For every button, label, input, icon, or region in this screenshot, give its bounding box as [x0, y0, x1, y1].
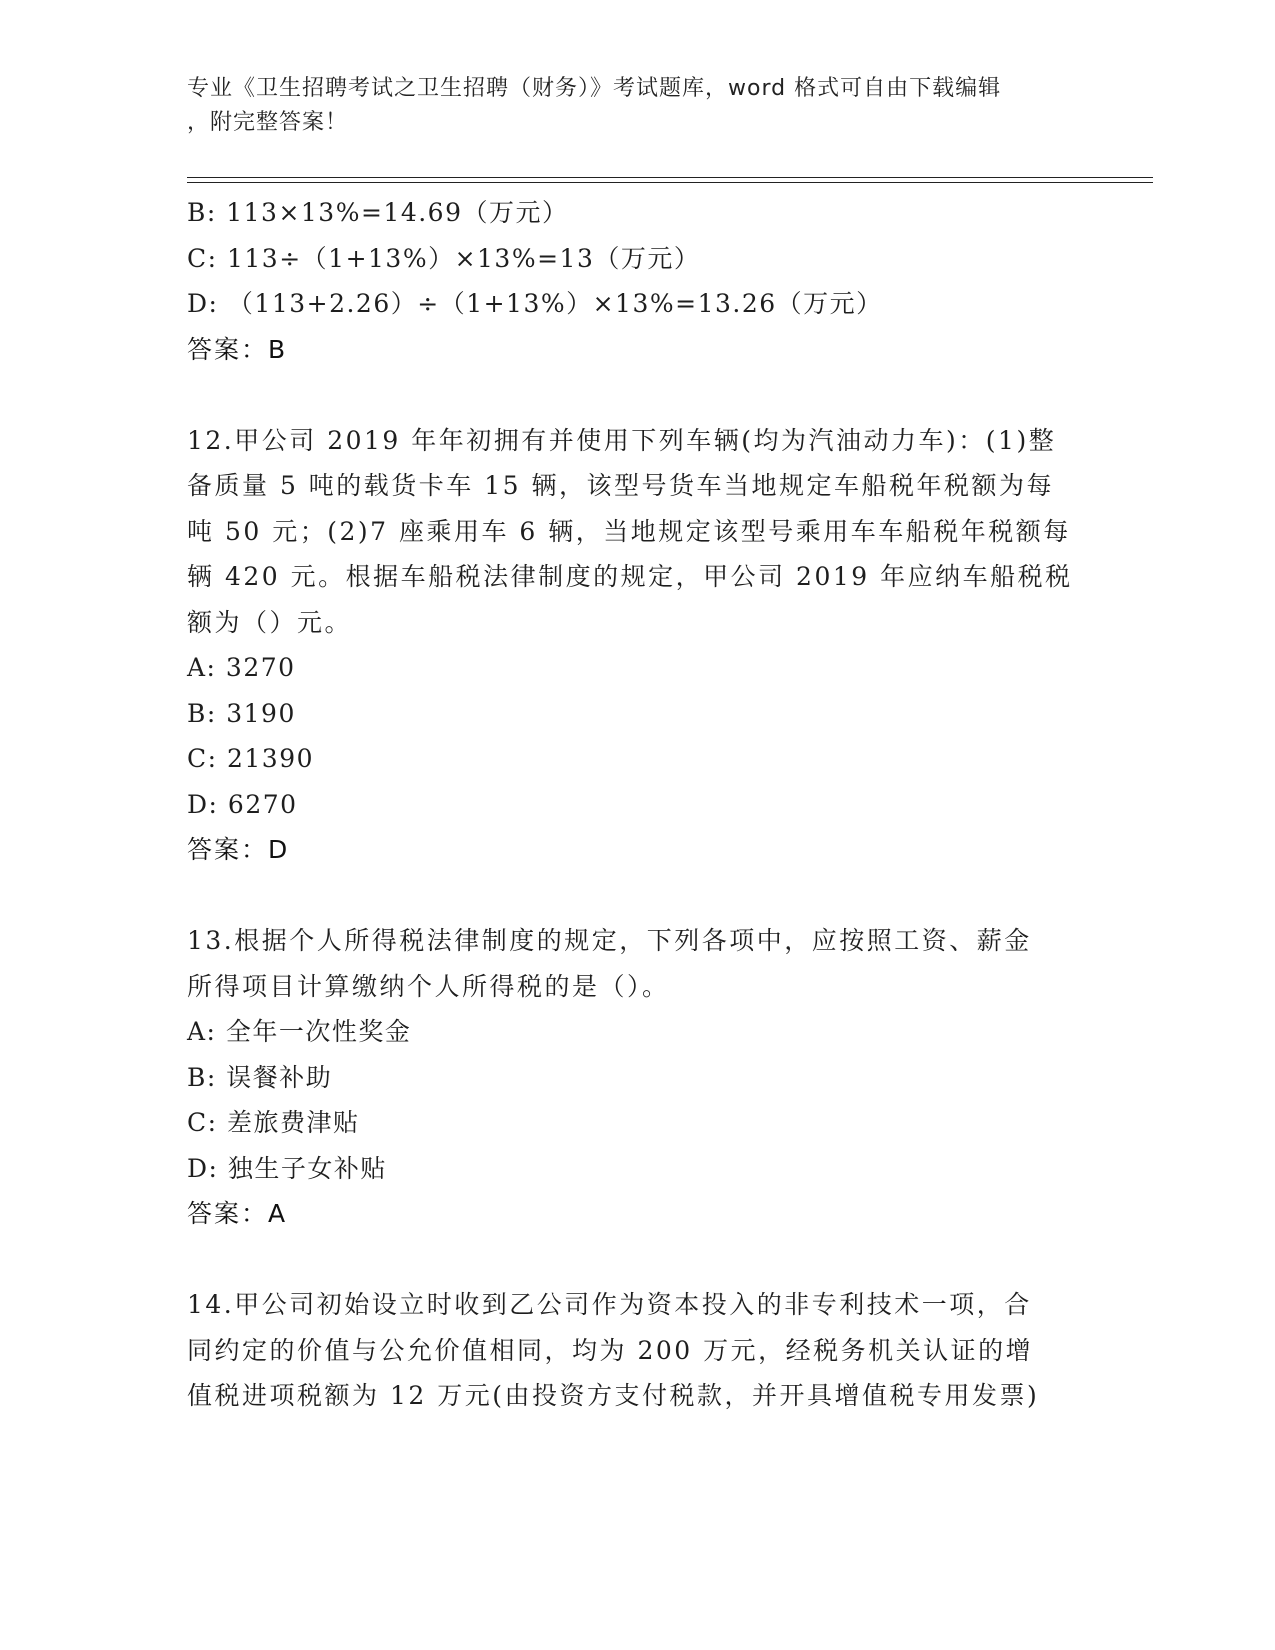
question-11-option-b: B: 113×13%=14.69（万元） — [187, 198, 569, 227]
question-13-option-d: D: 独生子女补贴 — [187, 1153, 387, 1183]
header-line-2: ，附完整答案！ — [187, 110, 349, 135]
question-12-text-line: 吨 50 元；(2)7 座乘用车 6 辆，当地规定该型号乘用车车船税年税额每 — [187, 516, 1071, 546]
question-11-option-c: C: 113÷（1+13%）×13%=13（万元） — [187, 243, 701, 273]
question-14-text-line: 值税进项税额为 12 万元(由投资方支付税款，并开具增值税专用发票) — [187, 1381, 1040, 1410]
question-12-text-line: 辆 420 元。根据车船税法律制度的规定，甲公司 2019 年应纳车船税税 — [187, 562, 1073, 591]
question-14-block — [187, 1282, 1087, 1419]
question-12-option-a: A: 3270 — [187, 653, 296, 682]
question-12-text-line: 12.甲公司 2019 年年初拥有并使用下列车辆(均为汽油动力车)：(1)整 — [187, 425, 1057, 455]
question-12-option-b: B: 3190 — [187, 698, 296, 728]
question-12-text-line: 备质量 5 吨的载货卡车 15 辆，该型号货车当地规定车船税年税额为每 — [187, 471, 1055, 500]
question-11-block — [187, 190, 1087, 372]
question-13-options — [187, 1009, 1087, 1237]
question-12-options — [187, 645, 1087, 873]
question-14-text-line: 14.甲公司初始设立时收到乙公司作为资本投入的非专利技术一项，合 — [187, 1290, 1032, 1319]
question-13-answer: 答案：A — [187, 1199, 288, 1228]
document-body — [187, 190, 1087, 1419]
question-13-text-line: 所得项目计算缴纳个人所得税的是（）。 — [187, 971, 670, 1001]
question-13-option-a: A: 全年一次性奖金 — [187, 1017, 412, 1046]
question-13-text-line: 13.根据个人所得税法律制度的规定，下列各项中，应按照工资、薪金 — [187, 926, 1032, 955]
question-11-answer: 答案：B — [187, 334, 288, 364]
question-12-block — [187, 418, 1087, 646]
spacer — [187, 1237, 1087, 1283]
header-line-1: 专业《卫生招聘考试之卫生招聘（财务）》考试题库，word 格式可自由下载编辑 — [187, 76, 1002, 101]
question-13-option-b: B: 误餐补助 — [187, 1062, 333, 1092]
question-11-option-d: D: （113+2.26）÷（1+13%）×13%=13.26（万元） — [187, 289, 883, 318]
header-rule-bottom — [187, 182, 1153, 183]
question-13-block — [187, 918, 1087, 1009]
question-12-answer: 答案：D — [187, 835, 290, 864]
question-12-option-d: D: 6270 — [187, 789, 298, 819]
question-12-option-c: C: 21390 — [187, 744, 315, 773]
spacer — [187, 873, 1087, 919]
header-rule-top — [187, 177, 1153, 178]
spacer — [187, 372, 1087, 418]
document-header — [187, 72, 1087, 140]
question-13-option-c: C: 差旅费津贴 — [187, 1108, 360, 1137]
question-14-text-line: 同约定的价值与公允价值相同，均为 200 万元，经税务机关认证的增 — [187, 1335, 1034, 1365]
question-12-text-line: 额为（）元。 — [187, 607, 353, 637]
